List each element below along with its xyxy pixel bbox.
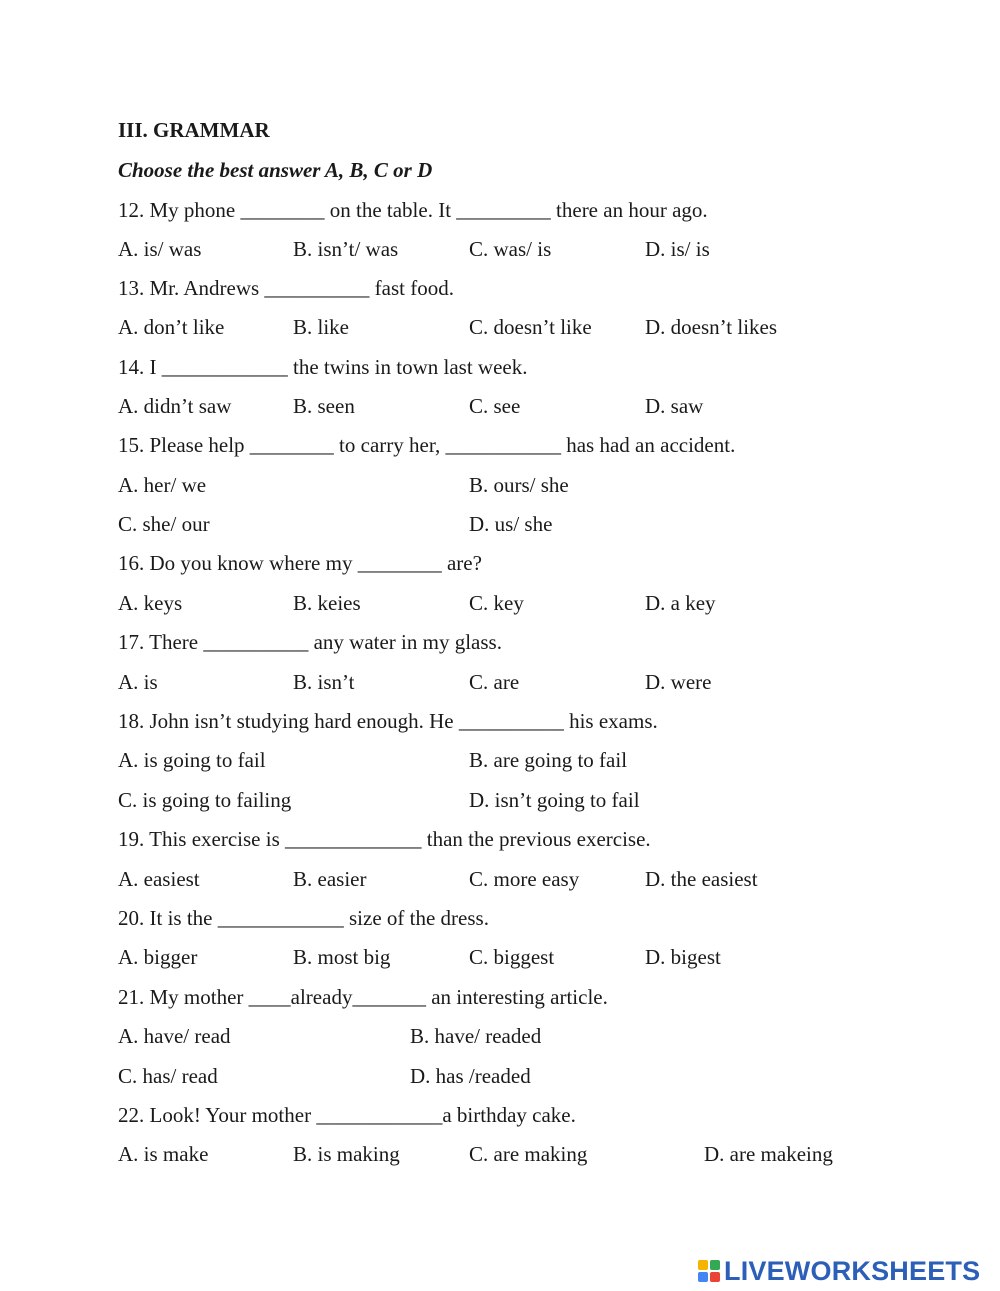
option-22-d[interactable]: D. are makeing [704,1142,833,1166]
option-15-b[interactable]: B. ours/ she [469,473,569,497]
option-21-d[interactable]: D. has /readed [410,1064,531,1088]
question-18: 18. John isn’t studying hard enough. He __________ his exams. [118,709,658,733]
option-18-d[interactable]: D. isn’t going to fail [469,788,640,812]
option-12-d[interactable]: D. is/ is [645,237,710,261]
option-14-a[interactable]: A. didn’t saw [118,394,232,418]
option-12-a[interactable]: A. is/ was [118,237,202,261]
option-21-b[interactable]: B. have/ readed [410,1024,542,1048]
option-19-b[interactable]: B. easier [293,867,367,891]
logo-block [698,1260,708,1270]
option-20-b[interactable]: B. most big [293,945,391,969]
option-17-a[interactable]: A. is [118,670,158,694]
option-22-c[interactable]: C. are making [469,1142,588,1166]
option-16-c[interactable]: C. key [469,591,524,615]
option-14-c[interactable]: C. see [469,394,521,418]
question-20: 20. It is the ____________ size of the dress. [118,906,489,930]
instruction: Choose the best answer A, B, C or D [118,158,433,182]
option-21-c[interactable]: C. has/ read [118,1064,218,1088]
option-15-d[interactable]: D. us/ she [469,512,553,536]
option-18-a[interactable]: A. is going to fail [118,748,266,772]
logo-block [710,1272,720,1282]
question-12: 12. My phone ________ on the table. It _________ there an hour ago. [118,198,708,222]
option-16-d[interactable]: D. a key [645,591,716,615]
option-13-d[interactable]: D. doesn’t likes [645,315,778,339]
option-21-a[interactable]: A. have/ read [118,1024,231,1048]
option-12-b[interactable]: B. isn’t/ was [293,237,399,261]
question-22: 22. Look! Your mother ____________a birthday cake. [118,1103,576,1127]
option-20-c[interactable]: C. biggest [469,945,555,969]
option-15-a[interactable]: A. her/ we [118,473,207,497]
option-22-b[interactable]: B. is making [293,1142,400,1166]
question-19: 19. This exercise is _____________ than the previous exercise. [118,827,651,851]
question-14: 14. I ____________ the twins in town last week. [118,355,528,379]
option-19-a[interactable]: A. easiest [118,867,200,891]
option-17-d[interactable]: D. were [645,670,712,694]
logo-blocks-icon [698,1260,720,1282]
option-15-c[interactable]: C. she/ our [118,512,210,536]
logo-block [710,1260,720,1270]
option-20-d[interactable]: D. bigest [645,945,721,969]
question-13: 13. Mr. Andrews __________ fast food. [118,276,454,300]
question-16: 16. Do you know where my ________ are? [118,551,482,575]
option-14-b[interactable]: B. seen [293,394,355,418]
option-13-b[interactable]: B. like [293,315,349,339]
question-15: 15. Please help ________ to carry her, ___________ has had an accident. [118,433,736,457]
option-20-a[interactable]: A. bigger [118,945,198,969]
option-18-c[interactable]: C. is going to failing [118,788,292,812]
section-title: III. GRAMMAR [118,118,270,142]
option-19-c[interactable]: C. more easy [469,867,580,891]
option-22-a[interactable]: A. is make [118,1142,209,1166]
option-19-d[interactable]: D. the easiest [645,867,758,891]
logo-text: LIVEWORKSHEETS [724,1255,981,1286]
option-16-b[interactable]: B. keies [293,591,361,615]
logo-block [698,1272,708,1282]
option-17-b[interactable]: B. isn’t [293,670,355,694]
liveworksheets-logo [698,1257,980,1285]
option-17-c[interactable]: C. are [469,670,520,694]
option-12-c[interactable]: C. was/ is [469,237,552,261]
option-14-d[interactable]: D. saw [645,394,704,418]
option-13-a[interactable]: A. don’t like [118,315,225,339]
question-17: 17. There __________ any water in my glass. [118,630,502,654]
option-13-c[interactable]: C. doesn’t like [469,315,592,339]
option-18-b[interactable]: B. are going to fail [469,748,628,772]
option-16-a[interactable]: A. keys [118,591,183,615]
question-21: 21. My mother ____already_______ an interesting article. [118,985,608,1009]
